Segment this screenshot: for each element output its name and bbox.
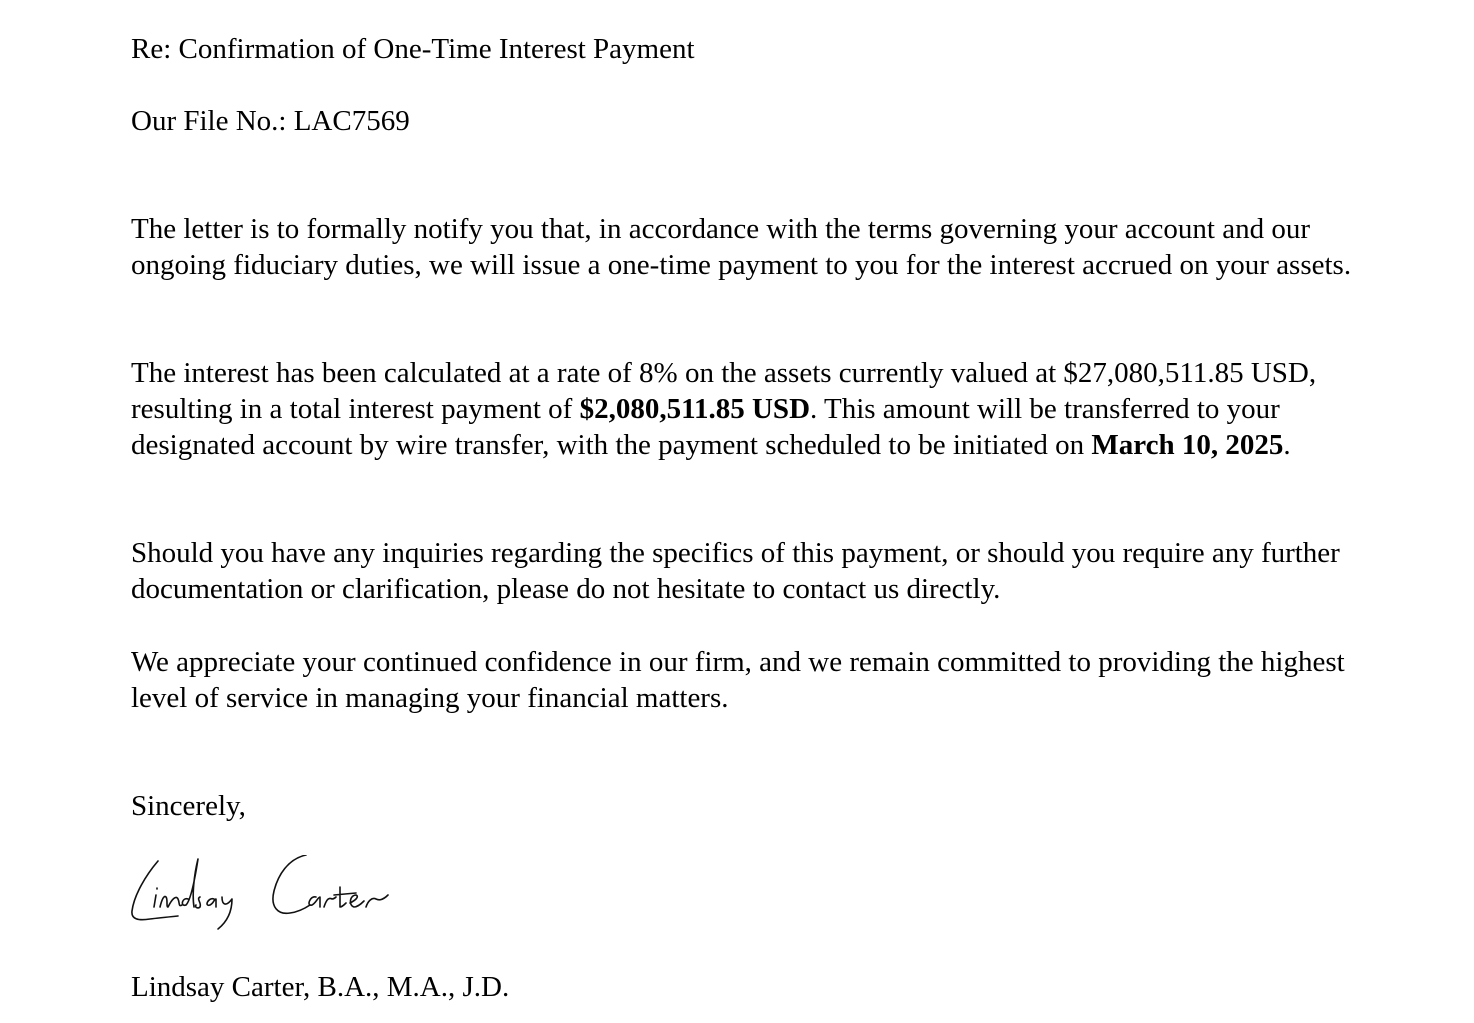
paragraph-interest-details [131,355,1361,463]
paragraph-appreciation [131,644,1361,716]
letter-subject: Re: Confirmation of One-Time Interest Payment [131,33,695,65]
signature-image [128,855,398,935]
payment-date: March 10, 2025 [1091,429,1284,461]
file-number: Our File No.: LAC7569 [131,105,410,137]
paragraph-appreciation-text: We appreciate your continued confidence in our firm, and we remain committed to providing the highest level of service in managing your financial matters. [131,646,1345,714]
signatory-name: Lindsay Carter, B.A., M.A., J.D. [131,971,510,1003]
paragraph-inquiries-text: Should you have any inquiries regarding the specifics of this payment, or should you require any further documentation or clarification, please do not hesitate to contact us directly. [131,537,1340,605]
paragraph-notification-text: The letter is to formally notify you that, in accordance with the terms governing your account and our ongoing fiduciary duties, we will issue a one-time payment to you for the interest accrued on your assets. [131,213,1352,281]
interest-text-part2: . This amount will be transferred to your designated account by wire transfer, with the payment scheduled to be initiated on [131,393,1280,461]
payment-amount: $2,080,511.85 USD [579,393,811,425]
paragraph-interest-details-text [131,355,1361,463]
paragraph-notification [131,211,1361,283]
closing: Sincerely, [131,790,246,822]
interest-text-part1: The interest has been calculated at a rate of 8% on the assets currently valued at $27,080,511.85 USD, resulting in a total interest payment of [131,357,1317,425]
paragraph-inquiries [131,535,1361,607]
interest-text-part3: . [1283,429,1291,461]
